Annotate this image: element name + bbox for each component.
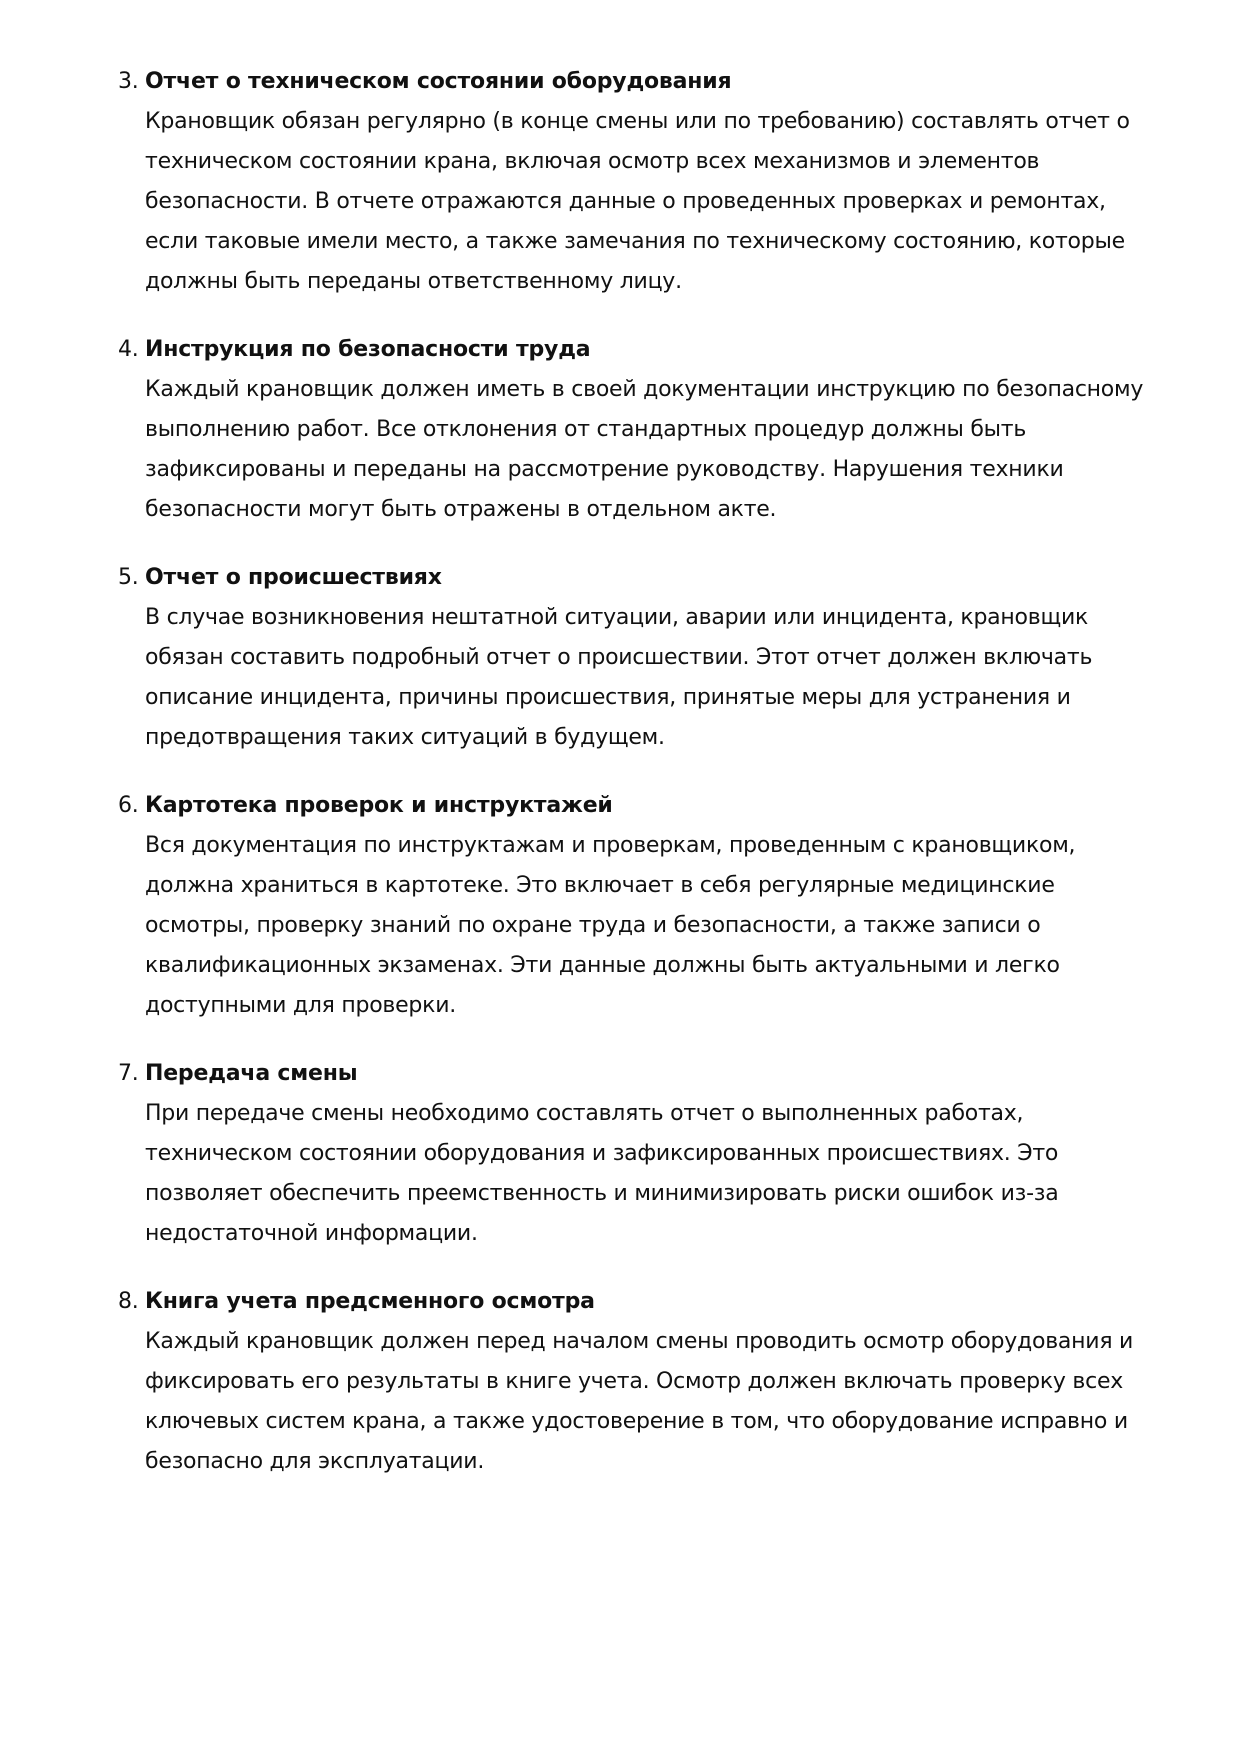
item-number: 6.	[118, 793, 139, 818]
body-line: Крановщик обязан регулярно (в конце смены или по требованию) составлять отчет о	[145, 109, 1130, 134]
body-line: техническом состоянии оборудования и зафиксированных происшествиях. Это	[145, 1141, 1059, 1166]
item-body	[145, 370, 1165, 530]
item-number: 7.	[118, 1061, 139, 1086]
body-line: осмотры, проверку знаний по охране труда и безопасности, а также записи о	[145, 913, 1041, 938]
list-item	[118, 1054, 1165, 1254]
item-title: Передача смены	[145, 1061, 358, 1086]
body-line: зафиксированы и переданы на рассмотрение руководству. Нарушения техники	[145, 457, 1064, 482]
body-line: фиксировать его результаты в книге учета. Осмотр должен включать проверку всех	[145, 1369, 1124, 1394]
body-line: предотвращения таких ситуаций в будущем.	[145, 725, 665, 750]
list-item	[118, 62, 1165, 302]
item-title: Отчет о происшествиях	[145, 565, 442, 590]
body-line: обязан составить подробный отчет о происшествии. Этот отчет должен включать	[145, 645, 1093, 670]
item-body	[145, 598, 1165, 758]
body-line: описание инцидента, причины происшествия, принятые меры для устранения и	[145, 685, 1071, 710]
body-line: доступными для проверки.	[145, 993, 456, 1018]
list-item	[118, 786, 1165, 1026]
body-line: должна храниться в картотеке. Это включает в себя регулярные медицинские	[145, 873, 1055, 898]
item-number: 3.	[118, 69, 139, 94]
item-body	[145, 102, 1165, 302]
body-line: должны быть переданы ответственному лицу.	[145, 269, 682, 294]
item-title: Картотека проверок и инструктажей	[145, 793, 613, 818]
list-item	[118, 330, 1165, 530]
body-line: При передаче смены необходимо составлять отчет о выполненных работах,	[145, 1101, 1024, 1126]
body-line: безопасно для эксплуатации.	[145, 1449, 485, 1474]
item-title: Книга учета предсменного осмотра	[145, 1289, 595, 1314]
body-line: позволяет обеспечить преемственность и минимизировать риски ошибок из-за	[145, 1181, 1059, 1206]
body-line: безопасности могут быть отражены в отдельном акте.	[145, 497, 777, 522]
list-item	[118, 558, 1165, 758]
item-number: 4.	[118, 337, 139, 362]
item-body	[145, 1094, 1165, 1254]
item-number: 8.	[118, 1289, 139, 1314]
body-line: ключевых систем крана, а также удостоверение в том, что оборудование исправно и	[145, 1409, 1128, 1434]
list-item	[118, 1282, 1165, 1482]
item-title: Отчет о техническом состоянии оборудования	[145, 69, 732, 94]
body-line: техническом состоянии крана, включая осмотр всех механизмов и элементов	[145, 149, 1040, 174]
body-line: недостаточной информации.	[145, 1221, 478, 1246]
body-line: Вся документация по инструктажам и проверкам, проведенным с крановщиком,	[145, 833, 1076, 858]
body-line: выполнению работ. Все отклонения от стандартных процедур должны быть	[145, 417, 1027, 442]
body-line: Каждый крановщик должен иметь в своей документации инструкцию по безопасному	[145, 377, 1144, 402]
item-body	[145, 826, 1165, 1026]
item-title: Инструкция по безопасности труда	[145, 337, 591, 362]
item-number: 5.	[118, 565, 139, 590]
numbered-list	[118, 62, 1165, 1510]
body-line: безопасности. В отчете отражаются данные о проведенных проверках и ремонтах,	[145, 189, 1106, 214]
body-line: если таковые имели место, а также замечания по техническому состоянию, которые	[145, 229, 1125, 254]
body-line: квалификационных экзаменах. Эти данные должны быть актуальными и легко	[145, 953, 1060, 978]
item-body	[145, 1322, 1165, 1482]
body-line: В случае возникновения нештатной ситуации, аварии или инцидента, крановщик	[145, 605, 1089, 630]
body-line: Каждый крановщик должен перед началом смены проводить осмотр оборудования и	[145, 1329, 1134, 1354]
